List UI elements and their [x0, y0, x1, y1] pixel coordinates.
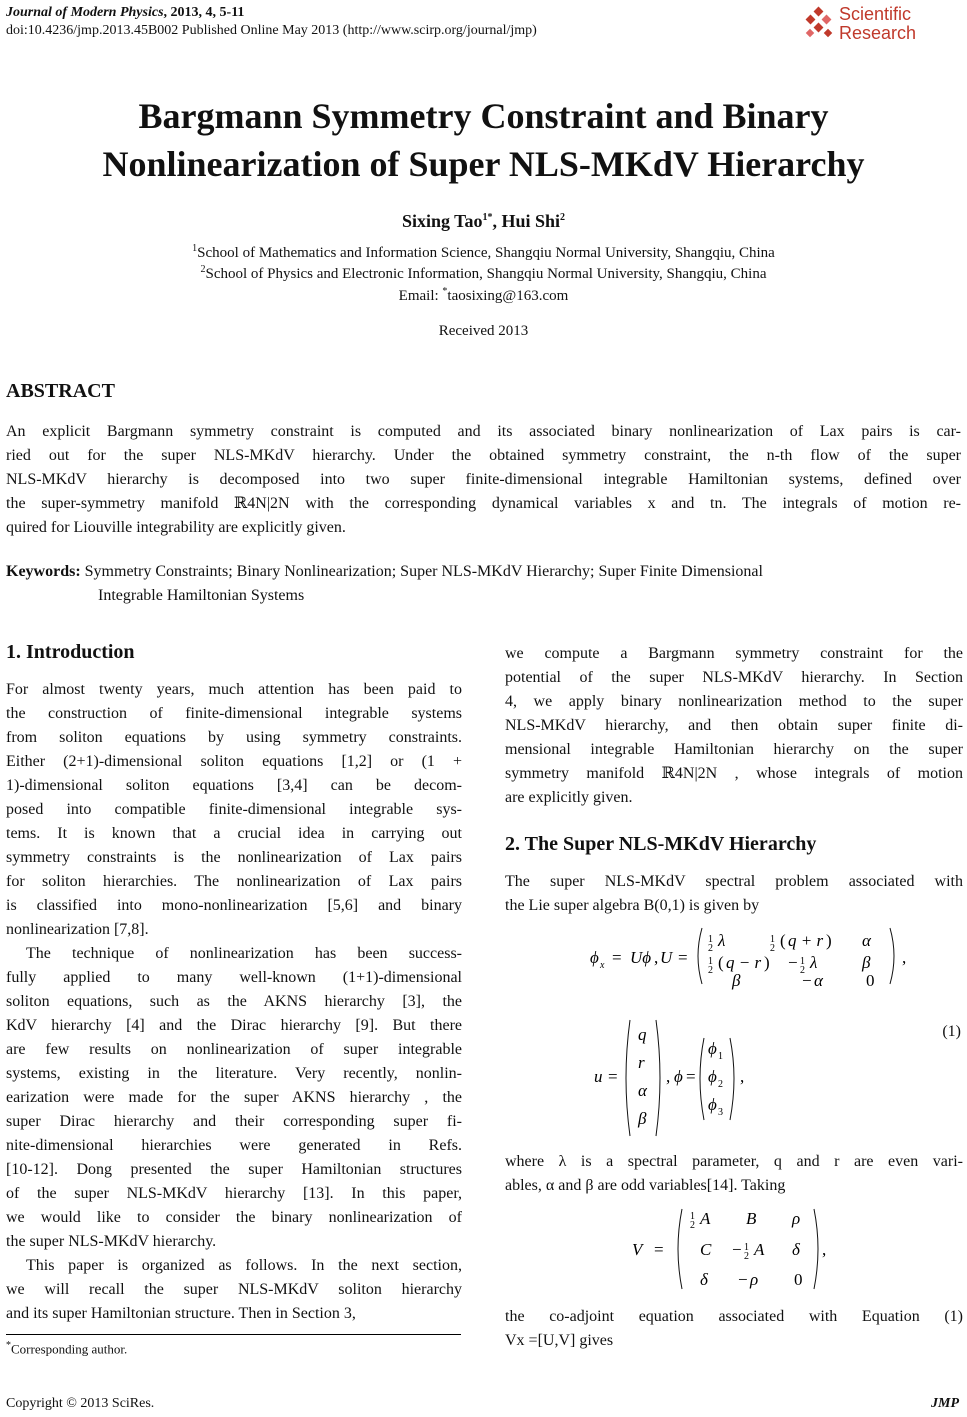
svg-text:ϕ: ϕ: [708, 1095, 717, 1114]
abstract-line: NLS-MKdV hierarchy is decomposed into two super finite-dimensional integrable Hamiltonian systems, defined over: [6, 471, 961, 488]
svg-text:x: x: [600, 960, 605, 971]
text-line: we compute a Bargmann symmetry constraint for the: [505, 645, 963, 662]
journal-name: Journal of Modern Physics: [6, 5, 164, 20]
svg-text:(: (: [718, 953, 724, 972]
keywords-line-1: Symmetry Constraints; Binary Nonlinearization; Super NLS-MKdV Hierarchy; Super Finite Dimensional: [84, 563, 763, 580]
text-line: symmetry manifold ℝ4N|2N , whose integrals of motion: [505, 765, 963, 782]
svg-text:1: 1: [708, 934, 713, 945]
svg-text:A: A: [754, 1240, 765, 1259]
svg-text:=: =: [654, 1240, 664, 1259]
abstract-body: [6, 420, 961, 540]
text-line: for soliton hierarchies. The nonlinearization of Lax pairs: [6, 873, 462, 890]
footnote-sup: *: [6, 1340, 11, 1351]
section-2-body: [505, 870, 963, 918]
svg-text:): ): [764, 953, 770, 972]
text-line: of the super NLS-MKdV hierarchy [13]. In this paper,: [6, 1185, 462, 1202]
v-matrix-svg: [632, 1203, 832, 1295]
keywords-block: [6, 560, 961, 608]
text-line: The super NLS-MKdV spectral problem associated with: [505, 873, 963, 890]
svg-text:V: V: [632, 1240, 643, 1259]
equation-1-u-svg: [590, 922, 910, 990]
svg-text:λ: λ: [810, 953, 818, 972]
text-line: tems. It is known that a crucial idea in carrying out: [6, 825, 462, 842]
aff-1-text: School of Mathematics and Information Science, Shangqiu Normal University, Shangqiu, China: [197, 245, 775, 261]
after-equation-text: [505, 1150, 963, 1198]
text-line: earization were made for the super AKNS hierarchy , the: [6, 1089, 462, 1106]
text-line: are few results on nonlinearization of super integrable: [6, 1041, 462, 1058]
text-line: the co-adjoint equation associated with Equation (1): [505, 1308, 963, 1325]
svg-text:,: ,: [822, 1240, 827, 1259]
author-2: Hui Shi: [501, 211, 561, 231]
section-1-heading: 1. Introduction: [6, 641, 135, 663]
equation-1-vectors: [594, 1018, 754, 1138]
text-line: 4, we apply binary nonlinearization method to the super: [505, 693, 963, 710]
paper-title: [0, 92, 967, 188]
svg-text:1: 1: [770, 934, 775, 945]
text-line: we will recall the super NLS-MKdV soliton hierarchy: [6, 1281, 462, 1298]
svg-text:2: 2: [800, 965, 805, 976]
svg-text:,: ,: [666, 1067, 671, 1086]
svg-text:ϕ: ϕ: [590, 948, 599, 967]
svg-text:δ: δ: [700, 1270, 708, 1289]
text-line: KdV hierarchy [4] and the Dirac hierarchy [9]. But there: [6, 1017, 462, 1034]
text-line: where λ is a spectral parameter, q and r are even vari-: [505, 1153, 963, 1170]
abstract-line: An explicit Bargmann symmetry constraint is computed and its associated binary nonlinearization of Lax pairs is car-: [6, 423, 961, 440]
text-line: Vx =[U,V] gives: [505, 1332, 614, 1349]
svg-text:U: U: [660, 948, 673, 967]
text-line: This paper is organized as follows. In the next section,: [26, 1257, 462, 1274]
keywords-line-2: Integrable Hamiltonian Systems: [98, 587, 305, 604]
publisher-logo: [801, 4, 961, 44]
svg-text:=: =: [612, 948, 622, 967]
copyright: Copyright © 2013 SciRes.: [6, 1396, 155, 1411]
email-sup: *: [442, 286, 448, 297]
footnote-text: Corresponding author.: [11, 1341, 128, 1357]
svg-text:1: 1: [744, 1242, 749, 1253]
svg-text:=: =: [686, 1067, 696, 1086]
text-line: posed into compatible finite-dimensional integrable sys-: [6, 801, 462, 818]
svg-text:=: =: [608, 1067, 618, 1086]
author-2-sup: 2: [560, 212, 566, 223]
logo-line-2: Research: [839, 23, 917, 43]
svg-text:A: A: [700, 1209, 711, 1228]
email-line: [0, 281, 967, 307]
title-line-1: Bargmann Symmetry Constraint and Binary: [138, 96, 829, 136]
logo-line-1: Scientific: [839, 4, 912, 24]
svg-text:0: 0: [866, 971, 875, 990]
abstract-line: quired for Liouville integrability are explicitly given.: [6, 519, 346, 536]
abstract-line: ried out for the super NLS-MKdV hierarchy. Under the obtained symmetry constraint, the n-th flow of the super: [6, 447, 961, 464]
svg-text:1: 1: [690, 1211, 695, 1222]
email-label: Email:: [398, 288, 443, 304]
svg-text:ϕ: ϕ: [708, 1067, 717, 1086]
aff-2-text: School of Physics and Electronic Information, Shangqiu Normal University, Shangqiu, China: [205, 266, 767, 282]
svg-text:ϕ: ϕ: [674, 1067, 683, 1086]
text-line: is classified into mono-nonlinearization [5,6] and binary: [6, 897, 462, 914]
text-line: and its super Hamiltonian structure. Then in Section 3,: [6, 1305, 356, 1322]
abstract-heading: ABSTRACT: [6, 380, 115, 402]
footnote: [6, 1340, 127, 1357]
svg-text:C: C: [700, 1240, 712, 1259]
svg-text:δ: δ: [792, 1240, 800, 1259]
svg-text:ρ: ρ: [750, 1270, 759, 1289]
svg-text:λ: λ: [718, 931, 726, 950]
v-matrix: [632, 1203, 832, 1295]
text-line: nonlinearization [7,8].: [6, 921, 149, 938]
svg-text:β: β: [862, 953, 871, 972]
text-line: ables, α and β are odd variables[14]. Taking: [505, 1177, 786, 1194]
text-line: potential of the super NLS-MKdV hierarchy. In Section: [505, 669, 963, 686]
text-line: the construction of finite-dimensional integrable systems: [6, 705, 462, 722]
scientific-research-logo-icon: [801, 6, 837, 42]
abstract-line: the super-symmetry manifold ℝ4N|2N with the corresponding dynamical variables x and tn. The integrals of motion re-: [6, 495, 961, 512]
svg-text:2: 2: [770, 943, 775, 954]
svg-text:): ): [826, 931, 832, 950]
text-line: For almost twenty years, much attention has been paid to: [6, 681, 462, 698]
svg-text:=: =: [678, 948, 688, 967]
svg-text:−: −: [788, 953, 798, 972]
svg-text:α: α: [862, 931, 871, 950]
text-line: from soliton equations by using symmetry constraints.: [6, 729, 462, 746]
svg-text:ρ: ρ: [792, 1209, 801, 1228]
svg-text:α: α: [814, 971, 823, 990]
text-line: symmetry constraints is the nonlinearization of Lax pairs: [6, 849, 462, 866]
svg-text:q − r: q − r: [726, 953, 762, 972]
intro-continued: [505, 642, 963, 810]
svg-text:,: ,: [654, 948, 659, 967]
svg-text:r: r: [638, 1053, 645, 1072]
text-line: mensional integrable Hamiltonian hierarchy on the super: [505, 741, 963, 758]
svg-text:−: −: [802, 971, 812, 990]
author-1: Sixing Tao: [401, 211, 483, 231]
author-list: [0, 211, 967, 232]
final-right-text: [505, 1305, 963, 1353]
svg-text:1: 1: [708, 956, 713, 967]
text-line: the super NLS-MKdV hierarchy.: [6, 1233, 217, 1250]
title-line-2: Nonlinearization of Super NLS-MKdV Hierarchy: [102, 144, 865, 184]
equation-1-vectors-svg: [594, 1018, 754, 1138]
svg-text:2: 2: [718, 1079, 723, 1090]
text-line: systems, existing in the literature. Very recently, nonlin-: [6, 1065, 462, 1082]
text-line: Either (2+1)-dimensional soliton equations [1,2] or (1 +: [6, 753, 462, 770]
keywords-label: Keywords:: [6, 563, 81, 580]
text-line: the Lie super algebra B(0,1) is given by: [505, 897, 760, 914]
text-line: nite-dimensional hierarchies were generated in Refs.: [6, 1137, 462, 1154]
section-2-heading: 2. The Super NLS-MKdV Hierarchy: [505, 833, 817, 855]
text-line: are explicitly given.: [505, 789, 633, 806]
text-line: we would like to consider the binary nonlinearization of: [6, 1209, 462, 1226]
svg-text:β: β: [732, 971, 741, 990]
journal-citation: [6, 4, 244, 21]
svg-text:1: 1: [800, 956, 805, 967]
svg-text:,: ,: [902, 948, 907, 967]
svg-text:q + r: q + r: [788, 931, 824, 950]
equation-number: (1): [942, 1023, 961, 1040]
journal-abbreviation: JMP: [931, 1396, 959, 1411]
author-sep: ,: [492, 211, 502, 231]
svg-text:(: (: [780, 931, 786, 950]
svg-text:−: −: [732, 1240, 742, 1259]
svg-text:2: 2: [708, 965, 713, 976]
svg-text:2: 2: [708, 943, 713, 954]
equation-1-u-matrix: [590, 922, 910, 990]
doi-line: doi:10.4236/jmp.2013.45B002 Published Online May 2013 (http://www.scirp.org/journal/jmp): [6, 23, 537, 38]
footnote-rule: [6, 1334, 461, 1335]
aff-1-sup: 1: [192, 243, 198, 254]
author-1-sup: 1*: [482, 212, 493, 223]
svg-text:q: q: [638, 1025, 647, 1044]
text-line: [10-12]. Dong presented the super Hamiltonian structures: [6, 1161, 462, 1178]
svg-text:1: 1: [718, 1051, 723, 1062]
received-date: Received 2013: [438, 323, 529, 339]
svg-text:−: −: [738, 1270, 748, 1289]
text-line: super Dirac hierarchy and their corresponding super fi-: [6, 1113, 462, 1130]
text-line: soliton equations, such as the AKNS hierarchy [3], the: [6, 993, 462, 1010]
introduction-body: [6, 678, 462, 1326]
svg-text:β: β: [638, 1109, 647, 1128]
email-address[interactable]: taosixing@163.com: [447, 288, 569, 304]
text-line: The technique of nonlinearization has been success-: [26, 945, 462, 962]
svg-text:2: 2: [744, 1251, 749, 1262]
svg-text:0: 0: [794, 1270, 803, 1289]
svg-text:u: u: [594, 1067, 603, 1086]
text-line: fully applied to many well-known (1+1)-dimensional: [6, 969, 462, 986]
svg-text:,: ,: [740, 1067, 745, 1086]
svg-text:α: α: [638, 1081, 647, 1100]
svg-text:Uϕ: Uϕ: [630, 948, 652, 967]
aff-2-sup: 2: [200, 264, 206, 275]
svg-text:B: B: [746, 1209, 757, 1228]
svg-text:3: 3: [718, 1107, 723, 1118]
svg-text:ϕ: ϕ: [708, 1039, 717, 1058]
text-line: 1)-dimensional soliton equations [3,4] can be decom-: [6, 777, 462, 794]
svg-text:2: 2: [690, 1220, 695, 1231]
volume-info: , 2013, 4, 5-11: [163, 5, 245, 20]
text-line: NLS-MKdV hierarchy, and then obtain super finite di-: [505, 717, 963, 734]
